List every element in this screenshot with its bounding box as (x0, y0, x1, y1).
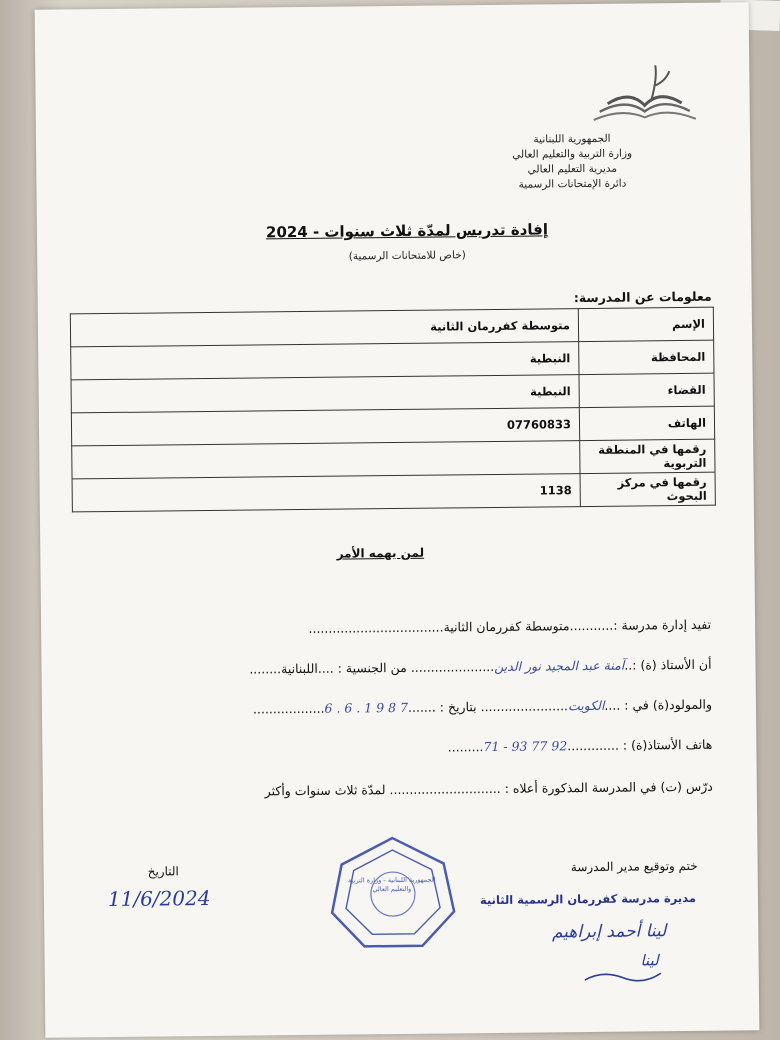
teacher-name-handwritten: آمنة عبد المجيد نور الدين (494, 657, 625, 674)
department-label: دائرة الإمتحانات الرسمية (518, 177, 627, 191)
document-subtitle: (خاص للامتحانات الرسمية) (348, 249, 466, 263)
research-center-number-value: 1138 (72, 474, 580, 512)
line-suffix: .................. (252, 700, 325, 717)
to-whom-heading: لمن يهمه الأمر (336, 545, 425, 561)
line-prefix: والمولود(ة) في : .... (604, 696, 713, 713)
governorate-value: النبطية (71, 342, 579, 380)
line-suffix: ......... (447, 739, 484, 755)
nationality-text: اللبنانية (281, 660, 318, 677)
signature-scribble-icon (583, 965, 663, 986)
row-label: القضاء (579, 373, 714, 407)
line-suffix: .................................. (308, 619, 444, 636)
document-page (35, 2, 760, 1037)
line-suffix: ........ (249, 661, 282, 677)
republic-label: الجمهورية اللبنانية (533, 132, 611, 146)
signature-label: ختم وتوقيع مدير المدرسة (570, 858, 698, 875)
body-line-teacher (249, 657, 711, 677)
body-line-school (308, 617, 711, 636)
regional-number-value (72, 441, 580, 479)
line-mid: ..................... من الجنسية : .... (317, 658, 495, 676)
row-label: رقمها في مركز البحوث (580, 472, 715, 506)
ministry-logo-icon (589, 59, 700, 132)
row-label: الإسم (578, 307, 713, 341)
directorate-label: مديرية التعليم العالي (527, 162, 618, 176)
document-title: إفادة تدريس لمدّة ثلاث سنوات - 2024 (265, 220, 549, 242)
school-info-table (70, 307, 716, 513)
line-prefix: تفيد إدارة مدرسة :........... (569, 616, 712, 634)
principal-title-stamp: مديرة مدرسة كفررمان الرسمية الثانية (479, 890, 697, 908)
date-label: التاريخ (147, 864, 179, 879)
phone-value: 07760833 (71, 408, 579, 446)
teacher-phone-handwritten: 71 - 93 77 92 (483, 738, 568, 755)
stamp-text: الجمهورية اللبنانية - وزارة التربية والتعليم العالي (347, 875, 436, 894)
birthplace-handwritten: الكويت (567, 697, 605, 714)
line-prefix: أن الأستاذ (ة) :.. (624, 656, 712, 673)
body-line-duration: درّس (ت) في المدرسة المذكورة أعلاه : ............................ لمدّة ثلاث سنوات وأكثر (264, 778, 713, 799)
line-prefix: هاتف الأستاذ(ة) : ............. (567, 736, 713, 754)
district-value: النبطية (71, 375, 579, 413)
ministry-label: وزارة التربية والتعليم العالي (512, 147, 633, 161)
school-name-value: متوسطة كفررمان الثانية (70, 309, 578, 347)
school-info-heading: معلومات عن المدرسة: (573, 288, 712, 306)
school-name-text: متوسطة كفررمان الثانية (443, 618, 570, 635)
ministry-header (452, 131, 693, 194)
body-line-phone (448, 737, 713, 755)
row-label: الهاتف (579, 406, 714, 440)
date-handwritten: 11/6/2024 (107, 885, 211, 912)
table-row (72, 472, 715, 512)
row-label: المحافظة (579, 340, 714, 374)
body-line-birth (253, 697, 712, 717)
line-mid: ...................... بتاريخ : ....... (407, 698, 569, 715)
principal-name-handwritten: لينا أحمد إبراهيم (551, 921, 667, 943)
principal-signature: لينا (640, 951, 659, 970)
birthdate-handwritten: 6 . 6 . 1 9 8 7 (324, 699, 409, 716)
row-label: رقمها في المنطقة التربوية (580, 439, 715, 473)
